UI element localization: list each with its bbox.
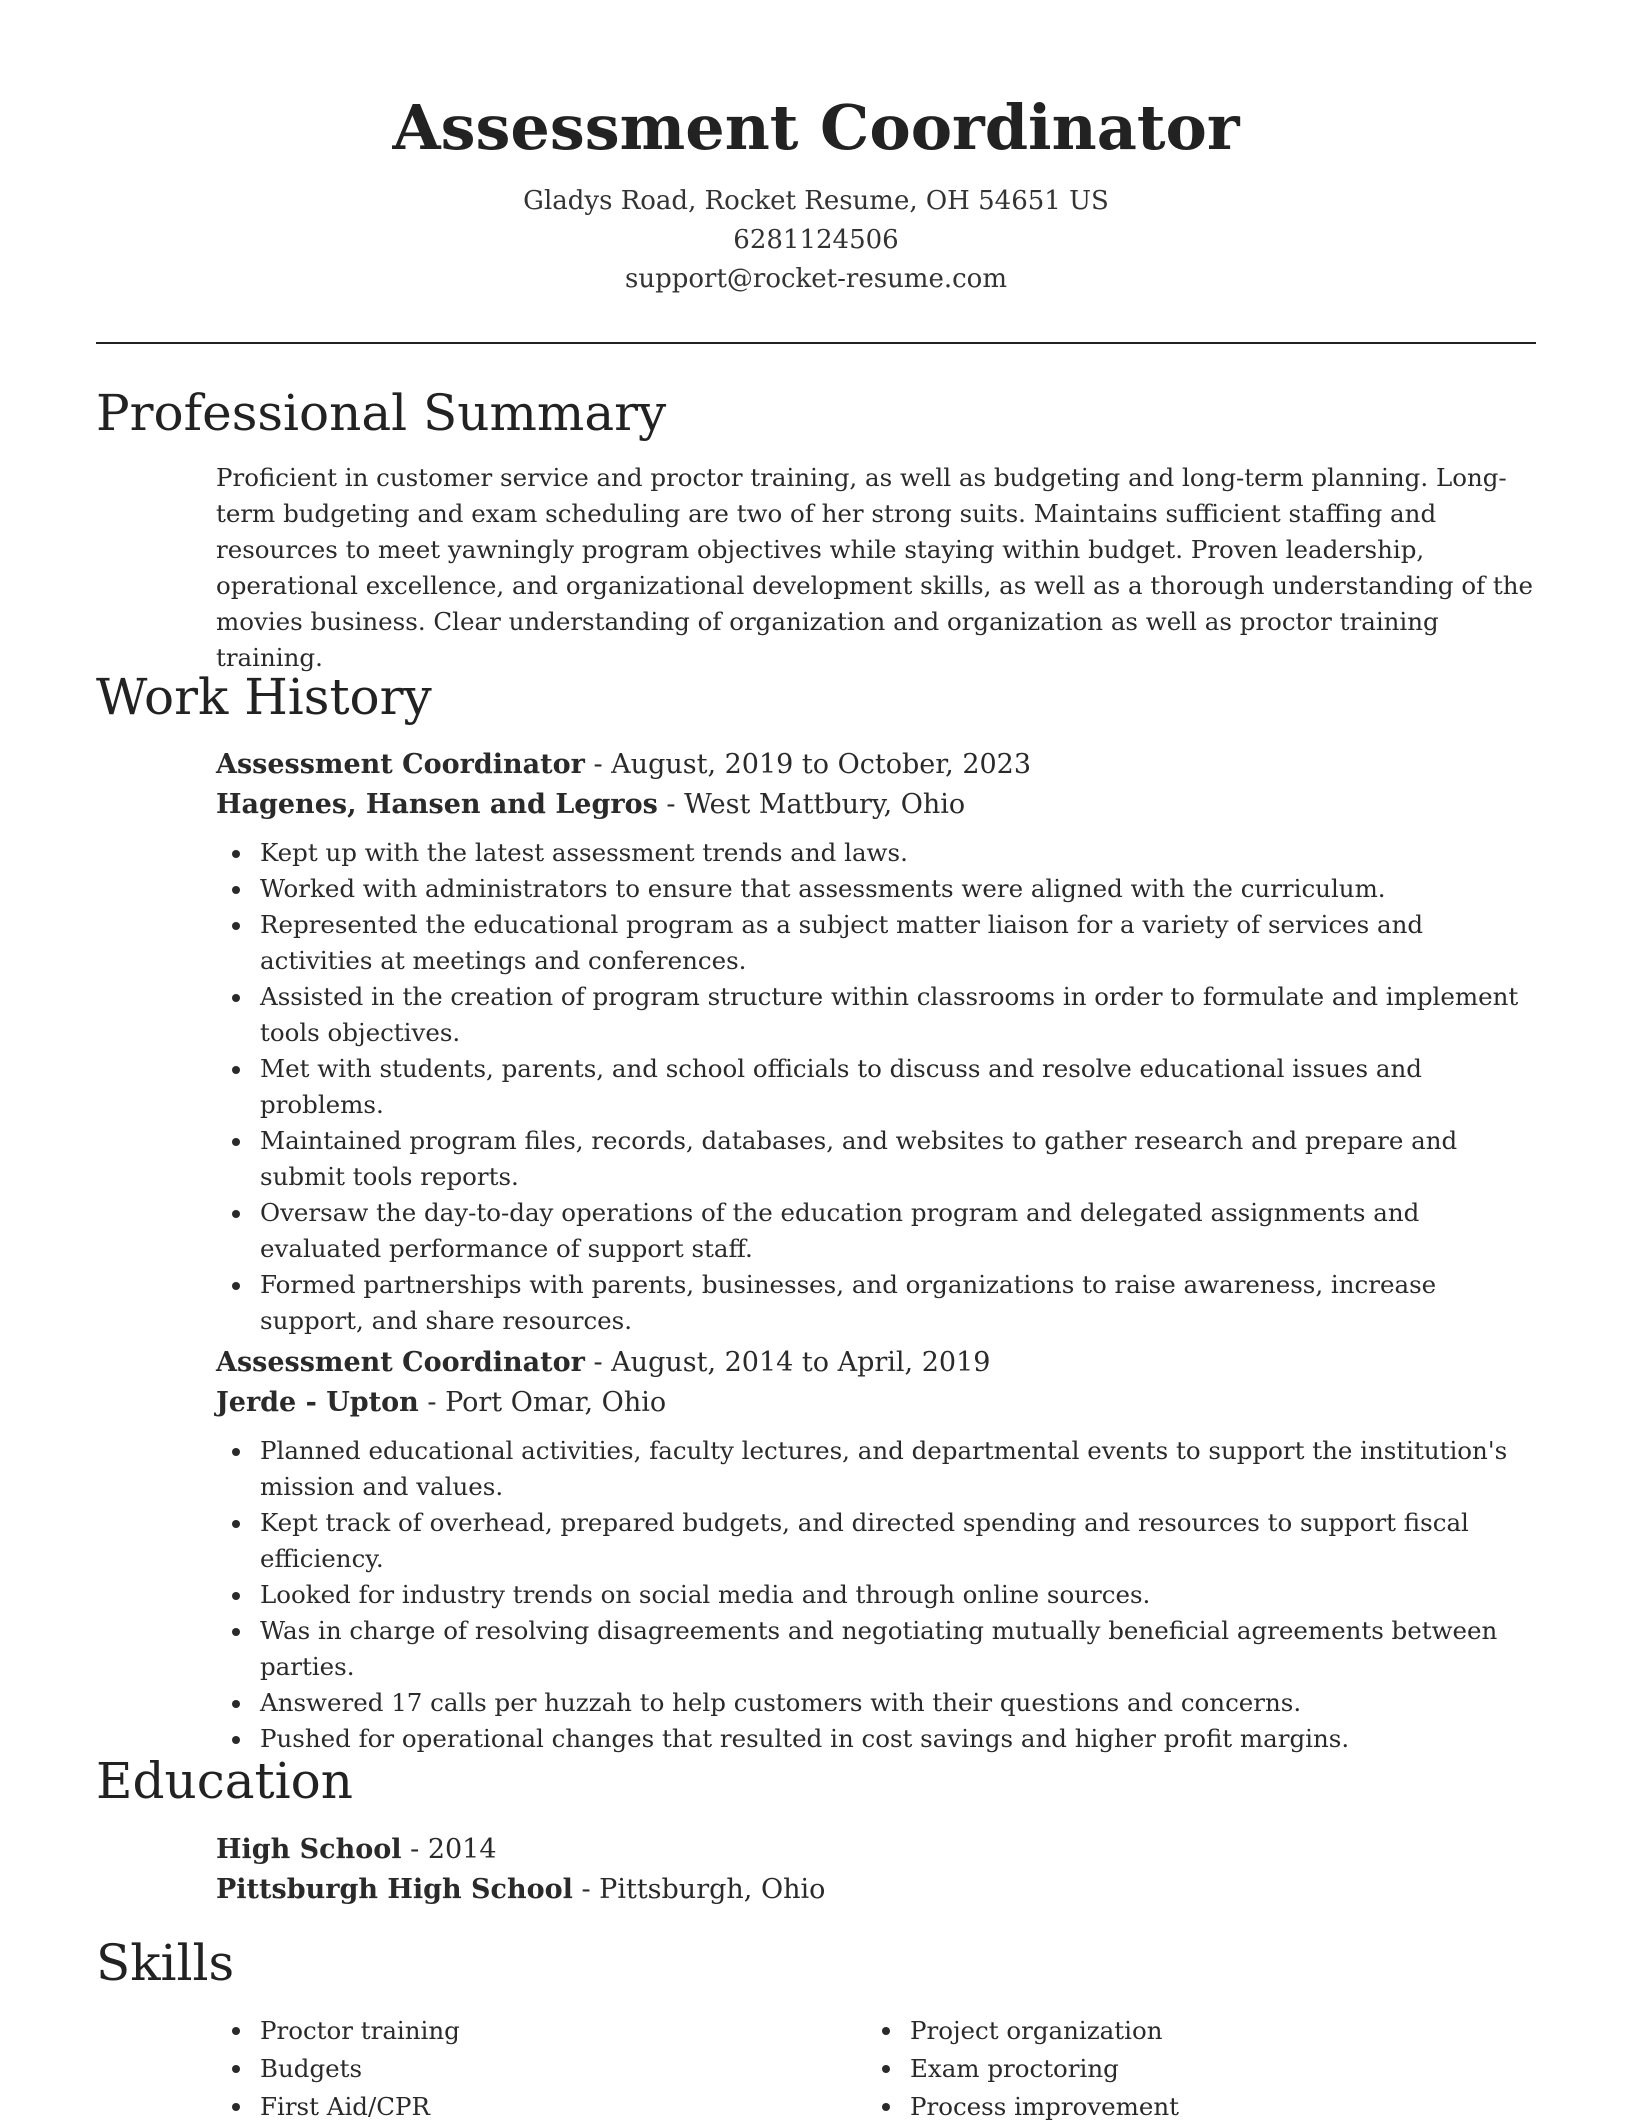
- list-item: Formed partnerships with parents, businesses, and organizations to raise awareness, increase support, and share resources.: [260, 1267, 1536, 1339]
- list-item: Answered 17 calls per huzzah to help customers with their questions and concerns.: [260, 1685, 1536, 1721]
- candidate-title: Assessment Coordinator: [392, 91, 1240, 164]
- list-item: Worked with administrators to ensure that assessments were aligned with the curriculum.: [260, 871, 1536, 907]
- list-item: Kept up with the latest assessment trends and laws.: [260, 835, 1536, 871]
- contact-email: support@rocket-resume.com: [624, 264, 1007, 294]
- skills-column-left: [216, 2012, 866, 2126]
- job-location: - West Mattbury, Ohio: [657, 789, 966, 820]
- skills-list-right: [866, 2012, 1516, 2126]
- education-degree-line: [216, 1830, 1536, 1870]
- skill-item: Exam proctoring: [910, 2050, 1516, 2088]
- skills-list: [216, 2012, 1536, 2126]
- job-entry-1: [216, 745, 1536, 1339]
- skill-item: Proctor training: [260, 2012, 866, 2050]
- job-dates: - August, 2014 to April, 2019: [584, 1347, 991, 1378]
- job-company: Jerde - Upton: [216, 1387, 419, 1418]
- skills-column-right: [866, 2012, 1516, 2126]
- education-year: - 2014: [401, 1834, 497, 1865]
- section-title-skills: Skills: [96, 1934, 235, 1992]
- list-item: Oversaw the day-to-day operations of the education program and delegated assignments and evaluated performance of support staff.: [260, 1195, 1536, 1267]
- job-entry-2: [216, 1343, 1536, 1757]
- education-school: Pittsburgh High School: [216, 1874, 573, 1905]
- list-item: Planned educational activities, faculty lectures, and departmental events to support the institution's mission and values.: [260, 1433, 1536, 1505]
- list-item: Pushed for operational changes that resulted in cost savings and higher profit margins.: [260, 1721, 1536, 1757]
- job-role-line: [216, 1343, 1536, 1383]
- section-title-education: Education: [96, 1752, 353, 1810]
- skill-item: Budgets: [260, 2050, 866, 2088]
- contact-address: Gladys Road, Rocket Resume, OH 54651 US: [523, 186, 1109, 216]
- contact-info: [0, 182, 1632, 299]
- section-title-work-history: Work History: [96, 668, 432, 726]
- job-company-line: [216, 785, 1536, 825]
- skills-list-left: [216, 2012, 866, 2126]
- skill-item: Process improvement: [910, 2088, 1516, 2126]
- list-item: Was in charge of resolving disagreements and negotiating mutually beneficial agreements between parties.: [260, 1613, 1536, 1685]
- job-role: Assessment Coordinator: [216, 1347, 585, 1378]
- job-company: Hagenes, Hansen and Legros: [216, 789, 658, 820]
- header-divider: [96, 342, 1536, 344]
- education-school-line: [216, 1870, 1536, 1910]
- list-item: Looked for industry trends on social media and through online sources.: [260, 1577, 1536, 1613]
- job-role-line: [216, 745, 1536, 785]
- education-entry: [216, 1830, 1536, 1910]
- section-title-summary: Professional Summary: [96, 384, 667, 442]
- job-dates: - August, 2019 to October, 2023: [584, 749, 1032, 780]
- job-company-line: [216, 1383, 1536, 1423]
- job-role: Assessment Coordinator: [216, 749, 585, 780]
- list-item: Assisted in the creation of program structure within classrooms in order to formulate and implement tools objectives.: [260, 979, 1536, 1051]
- list-item: Met with students, parents, and school officials to discuss and resolve educational issues and problems.: [260, 1051, 1536, 1123]
- job-duties-list: [216, 1433, 1536, 1757]
- resume-header: [0, 88, 1632, 299]
- job-duties-list: [216, 835, 1536, 1339]
- list-item: Represented the educational program as a subject matter liaison for a variety of services and activities at meetings and conferences.: [260, 907, 1536, 979]
- list-item: Kept track of overhead, prepared budgets, and directed spending and resources to support fiscal efficiency.: [260, 1505, 1536, 1577]
- education-location: - Pittsburgh, Ohio: [572, 1874, 826, 1905]
- list-item: Maintained program files, records, databases, and websites to gather research and prepare and submit tools reports.: [260, 1123, 1536, 1195]
- summary-text: Proficient in customer service and proctor training, as well as budgeting and long-term planning. Long-term budgeting and exam scheduling are two of her strong suits. Maintains sufficient staffing and resources to meet yawningly program objectives while staying within budget. Proven leadership, operational excellence, and organizational development skills, as well as a thorough understanding of the movies business. Clear understanding of organization and organization as well as proctor training training.: [216, 463, 1534, 672]
- skill-item: Project organization: [910, 2012, 1516, 2050]
- contact-phone: 6281124506: [733, 225, 899, 255]
- skill-item: First Aid/CPR: [260, 2088, 866, 2126]
- job-location: - Port Omar, Ohio: [418, 1387, 667, 1418]
- education-degree: High School: [216, 1834, 402, 1865]
